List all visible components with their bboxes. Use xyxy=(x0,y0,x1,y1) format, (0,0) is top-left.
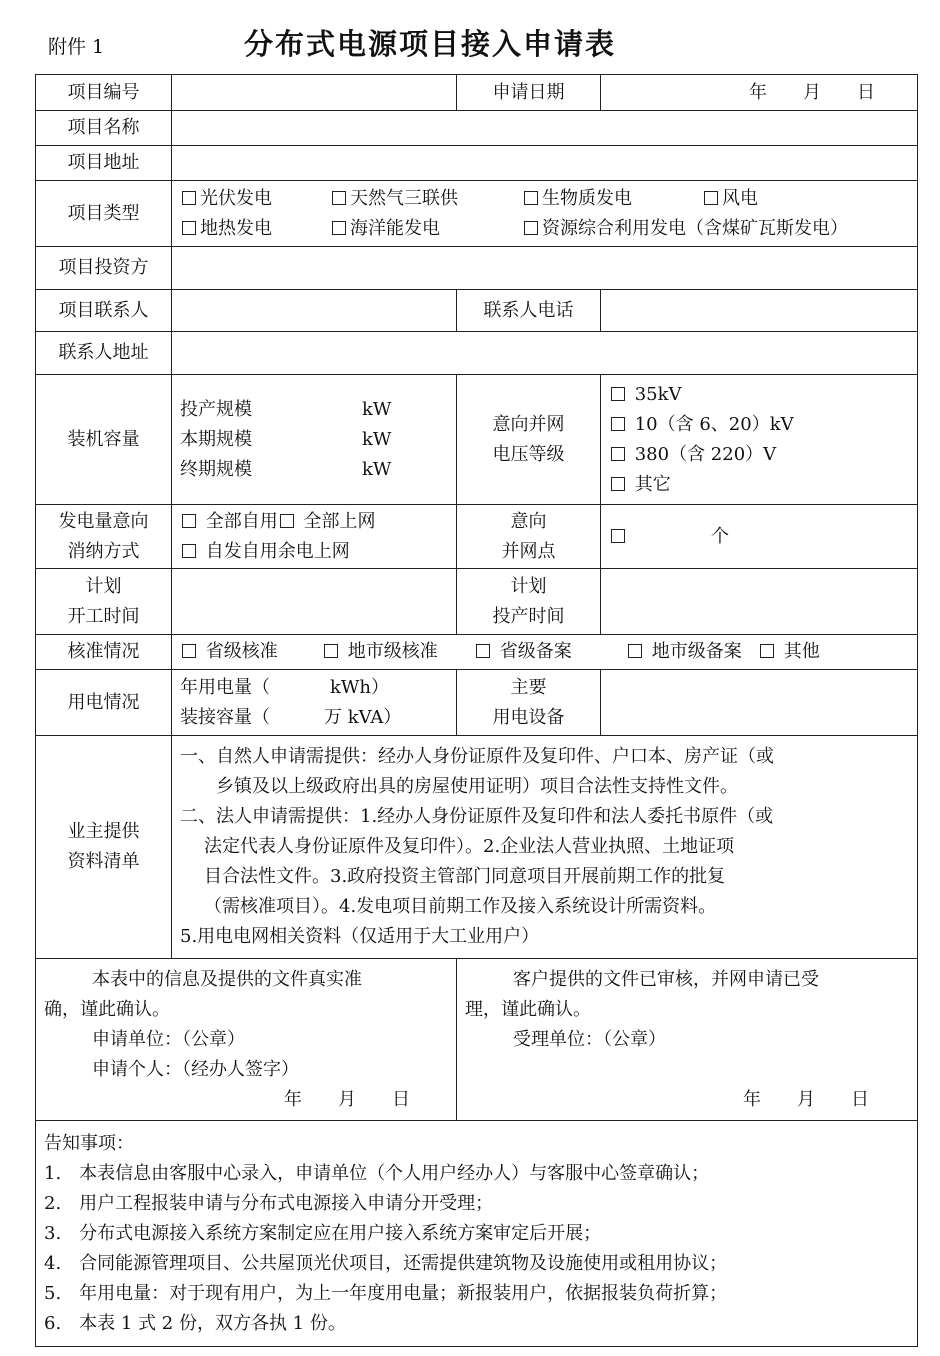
doc-line: 乡镇及以上级政府出具的房屋使用证明）项目合法性支持性文件。 xyxy=(216,776,738,797)
notice-item: 6. 本表 1 式 2 份，双方各执 1 份。 xyxy=(44,1312,346,1334)
voltage-option-380v[interactable]: 380（含 220）V xyxy=(609,440,909,470)
cap-unit: kW xyxy=(362,398,392,420)
usage-install-unit: 万 kVA） xyxy=(324,706,402,728)
voltage-option-10kv[interactable]: 10（含 6、20）kV xyxy=(609,410,909,440)
approval-options xyxy=(172,635,918,670)
doc-line: 目合法性文件。3.政府投资主管部门同意项目开展前期工作的批复 xyxy=(204,866,726,887)
documents-list xyxy=(172,736,918,959)
checkbox[interactable] xyxy=(324,644,338,658)
consume-option-surplus[interactable]: 自发自用余电上网 xyxy=(180,537,448,567)
field-project-name[interactable] xyxy=(172,111,918,146)
accept-month: 月 xyxy=(797,1088,815,1110)
row-project-address xyxy=(36,146,918,181)
label-project-no: 项目编号 xyxy=(36,75,172,111)
notice-item: 2. 用户工程报装申请与分布式电源接入申请分开受理； xyxy=(44,1192,494,1214)
row-capacity xyxy=(36,375,918,505)
label-apply-date: 申请日期 xyxy=(457,75,601,111)
voltage-options xyxy=(601,375,918,505)
label-contact: 项目联系人 xyxy=(36,290,172,332)
usage-annual-label: 年用电量（ xyxy=(180,676,270,698)
label-project-name: 项目名称 xyxy=(36,111,172,146)
label-documents: 业主提供 资料清单 xyxy=(36,736,172,959)
declaration-applicant: 本表中的信息及提供的文件真实准 确，谨此确认。 申请单位：（公章） 申请个人：（经办人签字） 年 月 日 xyxy=(36,959,457,1121)
accept-year: 年 xyxy=(743,1088,761,1110)
row-project-name xyxy=(36,111,918,146)
label-contact-phone: 联系人电话 xyxy=(457,290,601,332)
row-approval xyxy=(36,635,918,670)
label-investor: 项目投资方 xyxy=(36,247,172,290)
doc-line: 一、自然人申请需提供：经办人身份证原件及复印件、户口本、房产证（或 xyxy=(180,746,774,767)
page-title: 分布式电源项目接入申请表 xyxy=(244,27,617,61)
checkbox[interactable] xyxy=(611,387,625,401)
row-declaration xyxy=(36,959,918,1121)
checkbox[interactable] xyxy=(611,447,625,461)
consume-option-self[interactable]: 全部自用 xyxy=(180,511,278,532)
checkbox[interactable] xyxy=(611,417,625,431)
checkbox[interactable] xyxy=(280,514,294,528)
date-day: 日 xyxy=(857,81,875,103)
date-month: 月 xyxy=(803,81,821,103)
checkbox[interactable] xyxy=(704,191,718,205)
row-notice xyxy=(36,1121,918,1347)
consumption-options xyxy=(172,505,457,569)
consume-option-grid[interactable]: 全部上网 xyxy=(278,511,376,532)
field-start-time[interactable] xyxy=(172,569,457,635)
checkbox[interactable] xyxy=(182,644,196,658)
row-consumption xyxy=(36,505,918,569)
label-capacity: 装机容量 xyxy=(36,375,172,505)
checkbox[interactable] xyxy=(182,514,196,528)
doc-line: 5.用电电网相关资料（仅适用于大工业用户） xyxy=(180,926,540,947)
approval-option-provincial[interactable]: 省级核准 xyxy=(180,637,322,667)
checkbox[interactable] xyxy=(182,544,196,558)
label-contact-address: 联系人地址 xyxy=(36,332,172,375)
row-contact xyxy=(36,290,918,332)
decl-year: 年 xyxy=(284,1088,302,1110)
row-usage xyxy=(36,670,918,736)
field-equipment[interactable] xyxy=(601,670,918,736)
cap-production-label: 投产规模 xyxy=(180,398,252,420)
grid-point-unit: 个 xyxy=(711,525,729,547)
type-option-biomass[interactable]: 生物质发电 xyxy=(522,184,702,214)
decl-month: 月 xyxy=(338,1088,356,1110)
field-contact-address[interactable] xyxy=(172,332,918,375)
field-production-time[interactable] xyxy=(601,569,918,635)
field-project-no[interactable] xyxy=(172,75,457,111)
notice-item: 3. 分布式电源接入系统方案制定应在用户接入系统方案审定后开展； xyxy=(44,1222,602,1244)
checkbox[interactable] xyxy=(332,221,346,235)
label-approval: 核准情况 xyxy=(36,635,172,670)
cap-current-label: 本期规模 xyxy=(180,428,252,450)
field-contact-phone[interactable] xyxy=(601,290,918,332)
notice-item: 4. 合同能源管理项目、公共屋顶光伏项目，还需提供建筑物及设施使用或租用协议； xyxy=(44,1252,728,1274)
doc-line: 法定代表人身份证原件及复印件）。2.企业法人营业执照、土地证项 xyxy=(204,836,735,857)
date-year: 年 xyxy=(749,81,767,103)
usage-annual-unit: kWh） xyxy=(330,676,390,698)
row-schedule xyxy=(36,569,918,635)
voltage-option-35kv[interactable]: 35kV xyxy=(609,380,909,410)
cap-final-label: 终期规模 xyxy=(180,458,252,480)
cap-unit: kW xyxy=(362,458,392,480)
approval-option-city[interactable]: 地市级核准 xyxy=(322,637,474,667)
checkbox[interactable] xyxy=(476,644,490,658)
type-option-wind[interactable]: 风电 xyxy=(702,188,758,209)
type-option-geothermal[interactable]: 地热发电 xyxy=(180,214,330,244)
checkbox[interactable] xyxy=(611,477,625,491)
field-apply-date[interactable] xyxy=(601,75,918,111)
type-option-resource[interactable]: 资源综合利用发电（含煤矿瓦斯发电） xyxy=(522,218,848,239)
checkbox[interactable] xyxy=(182,221,196,235)
type-option-pv[interactable]: 光伏发电 xyxy=(180,184,330,214)
label-project-address: 项目地址 xyxy=(36,146,172,181)
type-option-gas[interactable]: 天然气三联供 xyxy=(330,184,522,214)
doc-line: （需核准项目）。4.发电项目前期工作及接入系统设计所需资料。 xyxy=(204,896,717,917)
label-voltage: 意向并网 电压等级 xyxy=(457,375,601,505)
usage-install-label: 装接容量（ xyxy=(180,706,270,728)
grid-point-field xyxy=(601,505,918,569)
label-usage: 用电情况 xyxy=(36,670,172,736)
cap-unit: kW xyxy=(362,428,392,450)
application-form xyxy=(35,74,918,1347)
checkbox[interactable] xyxy=(760,644,774,658)
row-project-type xyxy=(36,181,918,247)
label-production-time: 计划 投产时间 xyxy=(457,569,601,635)
row-documents xyxy=(36,736,918,959)
checkbox[interactable] xyxy=(524,191,538,205)
notice-item: 5. 年用电量：对于现有用户，为上一年度用电量；新报装用户，依据报装负荷折算； xyxy=(44,1282,728,1304)
doc-line: 二、法人申请需提供：1.经办人身份证原件及复印件和法人委托书原件（或 xyxy=(180,806,774,827)
type-option-ocean[interactable]: 海洋能发电 xyxy=(330,214,522,244)
approval-option-city-record[interactable]: 地市级备案 xyxy=(626,637,758,667)
usage-fields xyxy=(172,670,457,736)
checkbox[interactable] xyxy=(332,191,346,205)
row-contact-address xyxy=(36,332,918,375)
notice-section xyxy=(36,1121,918,1347)
attachment-label: 附件 1 xyxy=(48,36,105,58)
label-grid-point: 意向 并网点 xyxy=(457,505,601,569)
checkbox[interactable] xyxy=(611,529,625,543)
project-type-options xyxy=(172,181,918,247)
notice-item: 1. 本表信息由客服中心录入，申请单位（个人用户经办人）与客服中心签章确认； xyxy=(44,1162,710,1184)
checkbox[interactable] xyxy=(628,644,642,658)
row-project-no xyxy=(36,75,918,111)
label-equipment: 主要 用电设备 xyxy=(457,670,601,736)
field-investor[interactable] xyxy=(172,247,918,290)
field-project-address[interactable] xyxy=(172,146,918,181)
label-start-time: 计划 开工时间 xyxy=(36,569,172,635)
voltage-option-other[interactable]: 其它 xyxy=(609,470,909,500)
checkbox[interactable] xyxy=(182,191,196,205)
declaration-acceptor: 客户提供的文件已审核，并网申请已受 理，谨此确认。 受理单位：（公章） 年 月 日 xyxy=(457,959,918,1121)
approval-option-provincial-record[interactable]: 省级备案 xyxy=(474,637,626,667)
label-project-type: 项目类型 xyxy=(36,181,172,247)
checkbox[interactable] xyxy=(524,221,538,235)
field-contact[interactable] xyxy=(172,290,457,332)
capacity-fields xyxy=(172,375,457,505)
approval-option-other[interactable]: 其他 xyxy=(758,641,820,662)
accept-day: 日 xyxy=(851,1088,869,1110)
label-consumption: 发电量意向 消纳方式 xyxy=(36,505,172,569)
row-investor xyxy=(36,247,918,290)
decl-day: 日 xyxy=(392,1088,410,1110)
notice-title: 告知事项： xyxy=(44,1132,134,1154)
